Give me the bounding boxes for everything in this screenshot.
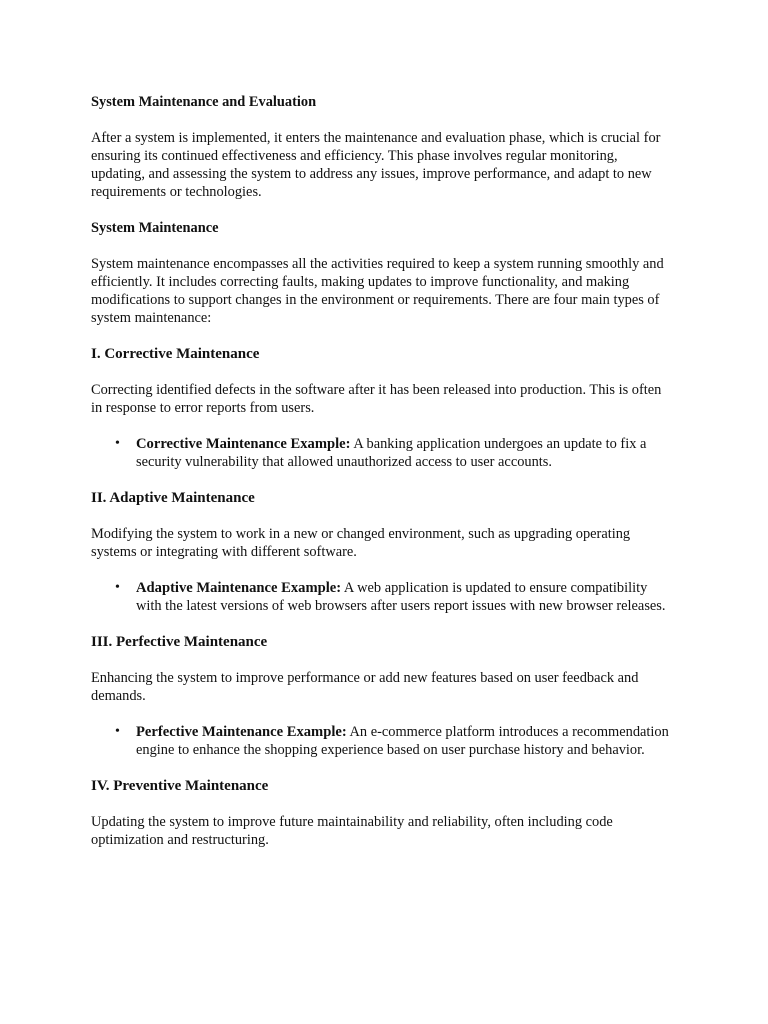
bullet-icon: • bbox=[115, 580, 120, 595]
section-heading-perfective: III. Perfective Maintenance bbox=[91, 634, 268, 650]
bullet-icon: • bbox=[115, 724, 120, 739]
example-label: Perfective Maintenance Example: bbox=[136, 724, 347, 740]
example-text: An e-commerce platform introduces a recommendation engine to enhance the shopping experience based on user purchase history and behavior. bbox=[136, 724, 669, 758]
example-text: A web application is updated to ensure compatibility with the latest versions of web browsers after users report issues with new browser releases. bbox=[136, 580, 666, 614]
example-label: Adaptive Maintenance Example: bbox=[136, 580, 342, 596]
intro-paragraph: After a system is implemented, it enters the maintenance and evaluation phase, which is crucial for ensuring its continued effectiveness and efficiency. This phase involves regular monitoring, updating, and assessing the system to address any issues, improve performance, and adapt to new requirements or technologies. bbox=[91, 130, 661, 200]
bullet-icon: • bbox=[115, 436, 120, 451]
section-text-preventive: Updating the system to improve future maintainability and reliability, often including code optimization and restructuring. bbox=[91, 814, 613, 848]
section-text-corrective: Correcting identified defects in the software after it has been released into production. This is often in response to error reports from users. bbox=[91, 382, 662, 416]
section-heading-adaptive: II. Adaptive Maintenance bbox=[91, 490, 255, 506]
example-list-corrective bbox=[91, 435, 672, 471]
section-heading-preventive: IV. Preventive Maintenance bbox=[91, 778, 269, 794]
list-item bbox=[115, 723, 672, 759]
example-text: A banking application undergoes an update to fix a security vulnerability that allowed unauthorized access to user accounts. bbox=[136, 436, 647, 470]
system-maintenance-paragraph: System maintenance encompasses all the activities required to keep a system running smoothly and efficiently. It includes correcting faults, making updates to improve functionality, and making modifications to support changes in the environment or requirements. There are four main types of system maintenance: bbox=[91, 256, 664, 326]
example-label: Corrective Maintenance Example: bbox=[136, 436, 351, 452]
example-list-adaptive bbox=[91, 579, 672, 615]
section-text-adaptive: Modifying the system to work in a new or changed environment, such as upgrading operating systems or integrating with different software. bbox=[91, 526, 631, 560]
section-heading-corrective: I. Corrective Maintenance bbox=[91, 346, 260, 362]
system-maintenance-heading: System Maintenance bbox=[91, 220, 219, 236]
section-text-perfective: Enhancing the system to improve performance or add new features based on user feedback and demands. bbox=[91, 670, 639, 704]
list-item bbox=[115, 579, 672, 615]
document-title: System Maintenance and Evaluation bbox=[91, 94, 317, 110]
list-item bbox=[115, 435, 672, 471]
example-list-perfective bbox=[91, 723, 672, 759]
